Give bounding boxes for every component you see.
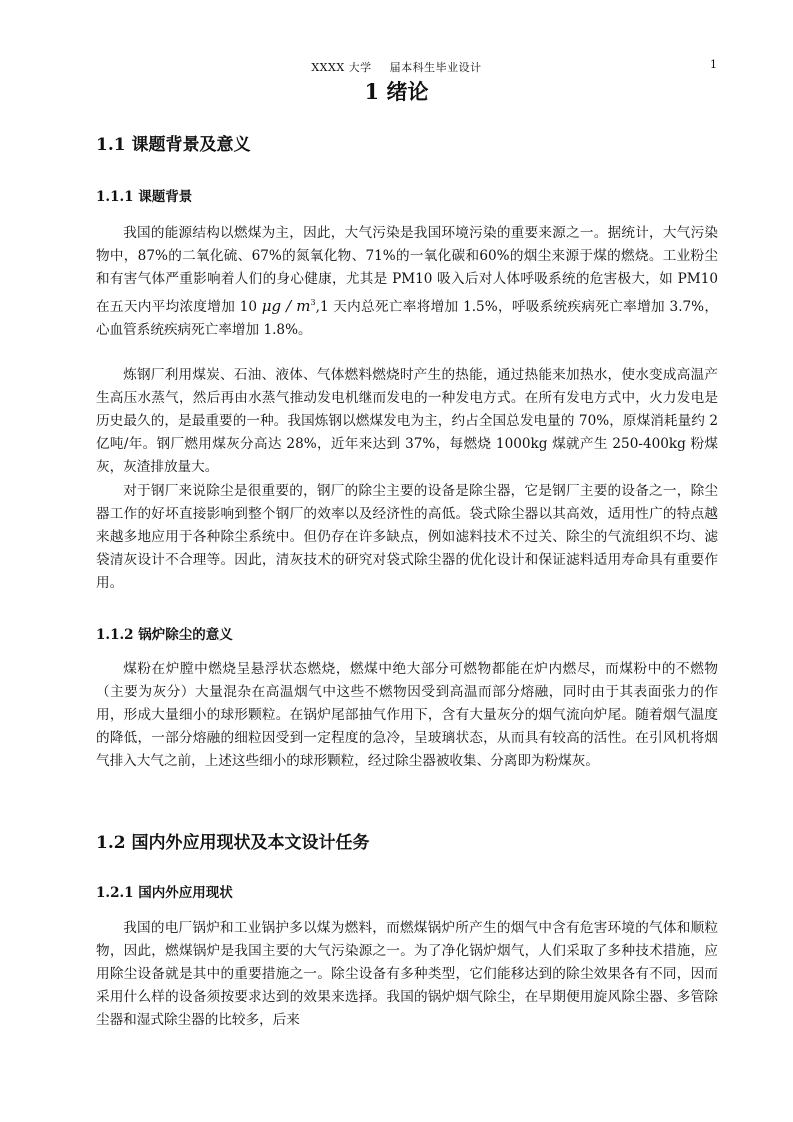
paragraph-significance: 煤粉在炉膛中燃烧呈悬浮状态燃烧，燃煤中绝大部分可燃物都能在炉内燃尽，而煤粉中的不燃物（主要为灰分）大量混杂在高温烟气中这些不燃物因受到高温而部分熔融，同时由于其表面张力的作用，形成大量细小的球形颗粒。在锅炉尾部抽气作用下，含有大量灰分的烟气流向炉尾。随着烟气温度的降低，一部分熔融的细粒因受到一定程度的急冷，呈玻璃状态，从而具有较高的活性。在引风机将烟气排入大气之前，上述这些细小的球形颗粒，经过除尘器被收集、分离即为粉煤灰。 — [96, 661, 718, 769]
subsection-heading-1-1-2: 1.1.2 锅炉除尘的意义 — [96, 627, 233, 643]
paragraph-text: ,1 天内总死亡率将增加 1.5%，呼吸系统疾病死亡率增加 3.7%，心血管系统疾病死亡率增加 1.8%。 — [96, 299, 718, 338]
unit-formula: μg / $m^3$ — [261, 297, 316, 315]
header-subtitle: 届本科生毕业设计 — [389, 61, 482, 74]
paragraph-background-2: 炼钢厂利用煤炭、石油、液体、气体燃料燃烧时产生的热能，通过热能来加热水，使水变成高温产生高压水蒸气，然后再由水蒸气推动发电机继而发电的一种发电方式。在所有发电方式中，火力发电是历史最久的，是最重要的一种。我国炼钢以燃煤发电为主，约占全国总发电量的 70%，原煤消耗量约 2 亿吨/年。钢厂燃用煤灰分高达 28%，近年来达到 37%，每燃烧 1000kg 煤就产生 250-400kg 粉煤灰，灰渣排放量大。 — [96, 367, 718, 475]
subsection-heading-1-1-1: 1.1.1 课题背景 — [96, 189, 193, 205]
chapter-title: 1 绪论 — [364, 79, 429, 104]
subsection-heading-1-2-1: 1.2.1 国内外应用现状 — [96, 885, 233, 901]
header-school: XXXX 大学 — [311, 61, 372, 74]
section-heading-1-2: 1.2 国内外应用现状及本文设计任务 — [96, 833, 370, 853]
running-header — [0, 59, 793, 75]
paragraph-status: 我国的电厂锅炉和工业锅护多以煤为燃料，而燃煤锅炉所产生的烟气中含有危害环境的气体和顺粒物，因此，燃煤锅炉是我国主要的大气污染源之一。为了净化锅炉烟气，人们采取了多种技术措施，应用除尘设备就是其中的重要措施之一。除尘设备有多种类型，它们能移达到的除尘效果各有不同，因而采用什么样的设备须按要求达到的效果来选择。我国的锅炉烟气除尘，在早期便用旋风除尘器、多管除尘器和湿式除尘器的比较多，后来 — [96, 920, 718, 1028]
section-heading-1-1: 1.1 课题背景及意义 — [96, 135, 251, 155]
paragraph-background-1 — [96, 222, 718, 342]
paragraph-background-3: 对于钢厂来说除尘是很重要的，钢厂的除尘主要的设备是除尘器，它是钢厂主要的设备之一，除尘器工作的好坏直接影响到整个钢厂的效率以及经济性的高低。袋式除尘器以其高效，适用性广的特点越来越多地应用于各种除尘系统中。但仍存在许多缺点，例如滤料技术不过关、除尘的气流组织不均、滤袋清灰设计不合理等。因此，清灰技术的研究对袋式除尘器的优化设计和保证滤料适用寿命具有重要作用。 — [96, 483, 718, 591]
paragraph-text: 我国的能源结构以燃煤为主，因此，大气污染是我国环境污染的重要来源之一。据统计，大气污染物中，87%的二氧化硫、67%的氮氧化物、71%的一氧化碳和60%的烟尘来源于煤的燃烧。工业粉尘和有害气体严重影响着人们的身心健康，尤其是 PM10 吸入后对人体呼吸系统的危害极大，如 PM10 在五天内平均浓度增加 10 — [96, 225, 718, 315]
page-number: 1 — [710, 58, 717, 71]
